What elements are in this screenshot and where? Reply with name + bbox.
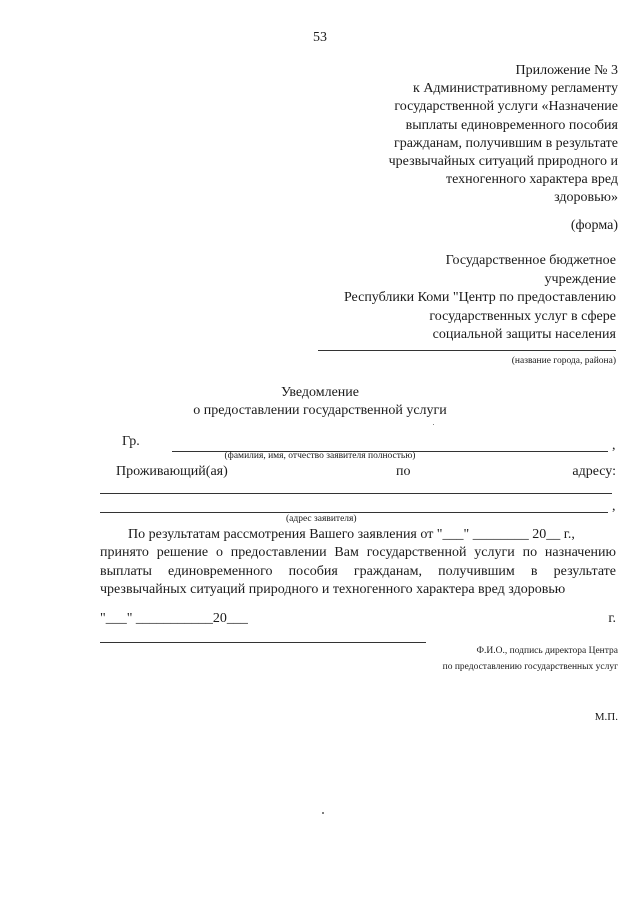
document-title bbox=[0, 384, 640, 420]
signature-blank-line[interactable] bbox=[100, 642, 426, 643]
decision-first-line: По результатам рассмотрения Вашего заявления от "___" ________ 20__ г., bbox=[128, 527, 575, 542]
appendix-line: к Административному регламенту bbox=[413, 81, 618, 97]
institution-addressee bbox=[344, 252, 616, 345]
decision-paragraph bbox=[100, 526, 616, 600]
address-comma: , bbox=[612, 499, 616, 514]
applicant-comma: , bbox=[612, 438, 616, 453]
institution-line: учреждение bbox=[544, 271, 616, 287]
scan-speck bbox=[322, 812, 324, 814]
residence-label: Проживающий(ая) bbox=[116, 464, 228, 479]
stamp-place-label: М.П. bbox=[594, 711, 618, 723]
title-line-2: о предоставлении государственной услуги bbox=[193, 403, 447, 418]
institution-line: социальной защиты населения bbox=[432, 327, 616, 343]
signature-date-row bbox=[100, 611, 616, 627]
city-blank-line[interactable] bbox=[318, 350, 616, 351]
form-label: (форма) bbox=[570, 218, 618, 233]
address-blank-line-2[interactable] bbox=[100, 512, 608, 513]
signature-caption-line-1: Ф.И.О., подпись директора Центра bbox=[476, 646, 618, 656]
signature-date: "___" ___________20___ bbox=[100, 611, 248, 626]
institution-line: Государственное бюджетное bbox=[445, 253, 616, 268]
signature-caption bbox=[443, 643, 618, 675]
scan-speck bbox=[433, 424, 434, 425]
year-suffix: г. bbox=[608, 611, 616, 626]
institution-line: Республики Коми "Центр по предоставлению bbox=[343, 290, 616, 306]
page-number: 53 bbox=[313, 30, 327, 45]
residence-preposition: по bbox=[396, 464, 411, 479]
title-line-1: Уведомление bbox=[280, 385, 359, 400]
appendix-line: техногенного характера вред bbox=[446, 172, 618, 188]
decision-text: принято решение о предоставлении Вам государственной услуги по назначению выплаты единовременного пособия гражданам, получившим в результате чрезвычайных ситуаций природного и техногенного характера вред здоровью bbox=[100, 545, 616, 598]
address-blank-line-1[interactable] bbox=[100, 493, 612, 494]
appendix-header bbox=[389, 62, 618, 208]
appendix-line: государственной услуги «Назначение bbox=[394, 99, 618, 115]
applicant-caption: (фамилия, имя, отчество заявителя полностью) bbox=[224, 451, 416, 461]
appendix-line: гражданам, получившим в результате bbox=[393, 135, 618, 151]
appendix-line: здоровью» bbox=[554, 190, 618, 206]
residence-address-label: адресу: bbox=[572, 464, 616, 479]
appendix-line: Приложение № 3 bbox=[515, 63, 618, 78]
city-caption: (название города, района) bbox=[511, 356, 616, 366]
appendix-line: чрезвычайных ситуаций природного и bbox=[388, 154, 618, 170]
institution-line: государственных услуг в сфере bbox=[429, 308, 616, 324]
signature-caption-line-2: по предоставлению государственных услуг bbox=[442, 662, 618, 672]
applicant-label: Гр. bbox=[122, 434, 140, 449]
address-caption: (адрес заявителя) bbox=[286, 514, 357, 524]
appendix-line: выплаты единовременного пособия bbox=[405, 117, 618, 133]
